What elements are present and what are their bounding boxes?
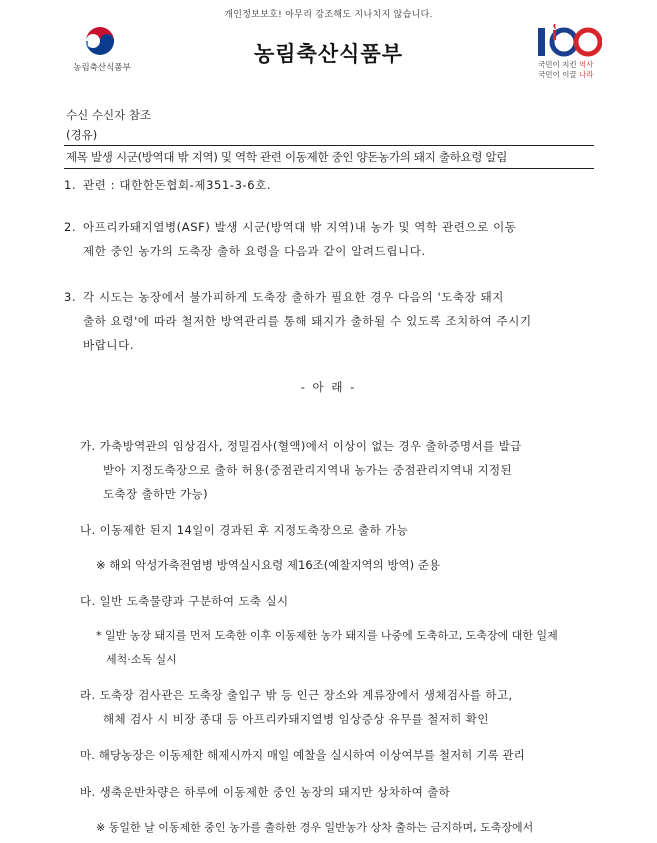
item-line: 해체 검사 시 비장 종대 등 아프리카돼지열병 임상증상 유무를 철저히 확인 <box>103 712 489 726</box>
item-line: 해당농장은 이동제한 해제시까지 매일 예찰을 실시하여 이상여부를 철저히 기록 관리 <box>98 748 525 762</box>
recipient-line: 수신 수신자 참조 <box>66 108 152 122</box>
item-ba <box>80 780 600 804</box>
via-line: (경유) <box>66 128 98 142</box>
item-label: 다. <box>80 594 96 608</box>
paragraph-line: 출하 요령'에 따라 철저한 방역관리를 통해 돼지가 출하될 수 있도록 조치하여 주시기 <box>83 314 532 328</box>
item-label: 가. <box>80 439 96 453</box>
paragraph-2 <box>64 215 600 263</box>
subject-line: 제목 발생 시군(방역대 밖 지역) 및 역학 관련 이동제한 중인 양돈농가의 돼지 출하요령 알림 <box>66 150 508 164</box>
note-da <box>96 624 606 672</box>
paragraph-number: 3. <box>64 290 77 304</box>
paragraph-number: 1. <box>64 178 77 192</box>
slogan-line2-accent: 나라 <box>579 70 594 79</box>
note-line: * 일반 농장 돼지를 먼저 도축한 이후 이동제한 농가 돼지를 나중에 도축하고, 도축장에 대한 일제 <box>96 629 558 642</box>
item-ra <box>80 683 600 731</box>
ministry-title: 농림축산식품부 <box>253 42 403 66</box>
logo-caption: 농림축산식품부 <box>73 63 131 73</box>
slogan-line1-text: 국민이 지킨 <box>538 60 579 69</box>
item-line: 생축운반차량은 하루에 이동제한 중인 농장의 돼지만 상차하여 출하 <box>99 785 451 799</box>
slogan-line1-accent: 역사 <box>579 60 594 69</box>
item-ma <box>80 743 600 767</box>
item-line: 도축장 검사관은 도축장 출입구 밖 등 인근 장소와 계류장에서 생체검사를 하고, <box>99 688 513 702</box>
paragraph-line: 각 시도는 농장에서 불가피하게 도축장 출하가 필요한 경우 다음의 '도축장 돼지 <box>83 290 505 304</box>
item-da <box>80 589 600 613</box>
item-label: 바. <box>80 785 96 799</box>
item-line: 도축장 출하만 가능) <box>103 487 209 501</box>
item-line: 일반 도축물량과 구분하여 도축 실시 <box>99 594 289 608</box>
note-line: 세척·소독 실시 <box>106 653 177 666</box>
item-line: 받아 지정도축장으로 출하 허용(중점관리지역내 농가는 중점관리지역내 지정된 <box>103 463 513 477</box>
centennial-100-icon <box>532 24 602 60</box>
note-ba: ※ 동일한 날 이동제한 중인 농가를 출하한 경우 일반농가 상차 출하는 금지하며, 도축장에서 <box>96 821 534 834</box>
paragraph-1 <box>64 173 600 197</box>
item-line: 가축방역관의 임상검사, 정밀검사(혈액)에서 이상이 없는 경우 출하증명서를 발급 <box>99 439 522 453</box>
anniversary-logo <box>532 24 612 80</box>
subject-top-rule <box>64 145 594 146</box>
item-line: 이동제한 된지 14일이 경과된 후 지정도축장으로 출하 가능 <box>99 523 409 537</box>
privacy-notice: 개인정보보호! 아무리 강조해도 지나치지 않습니다. <box>224 10 433 20</box>
paragraph-line: 아프리카돼지열병(ASF) 발생 시군(방역대 밖 지역)내 농가 및 역학 관련으로 이동 <box>83 220 517 234</box>
below-heading: - 아 래 - <box>300 380 357 394</box>
item-label: 라. <box>80 688 96 702</box>
subject-bottom-rule <box>64 168 594 169</box>
paragraph-line: 제한 중인 농가의 도축장 출하 요령을 다음과 같이 알려드립니다. <box>83 244 426 258</box>
paragraph-number: 2. <box>64 220 77 234</box>
paragraph-line: 바랍니다. <box>83 338 135 352</box>
item-ga <box>80 434 600 506</box>
note-na: ※ 해외 악성가축전염병 방역실시요령 제16조(예찰지역의 방역) 준용 <box>96 558 441 572</box>
paragraph-line: 관련 : 대한한돈협회-제351-3-6호. <box>83 178 272 192</box>
item-label: 마. <box>80 748 95 762</box>
item-na <box>80 518 600 542</box>
paragraph-3 <box>64 285 600 357</box>
item-label: 나. <box>80 523 96 537</box>
slogan-line2-text: 국민이 이끌 <box>538 70 579 79</box>
